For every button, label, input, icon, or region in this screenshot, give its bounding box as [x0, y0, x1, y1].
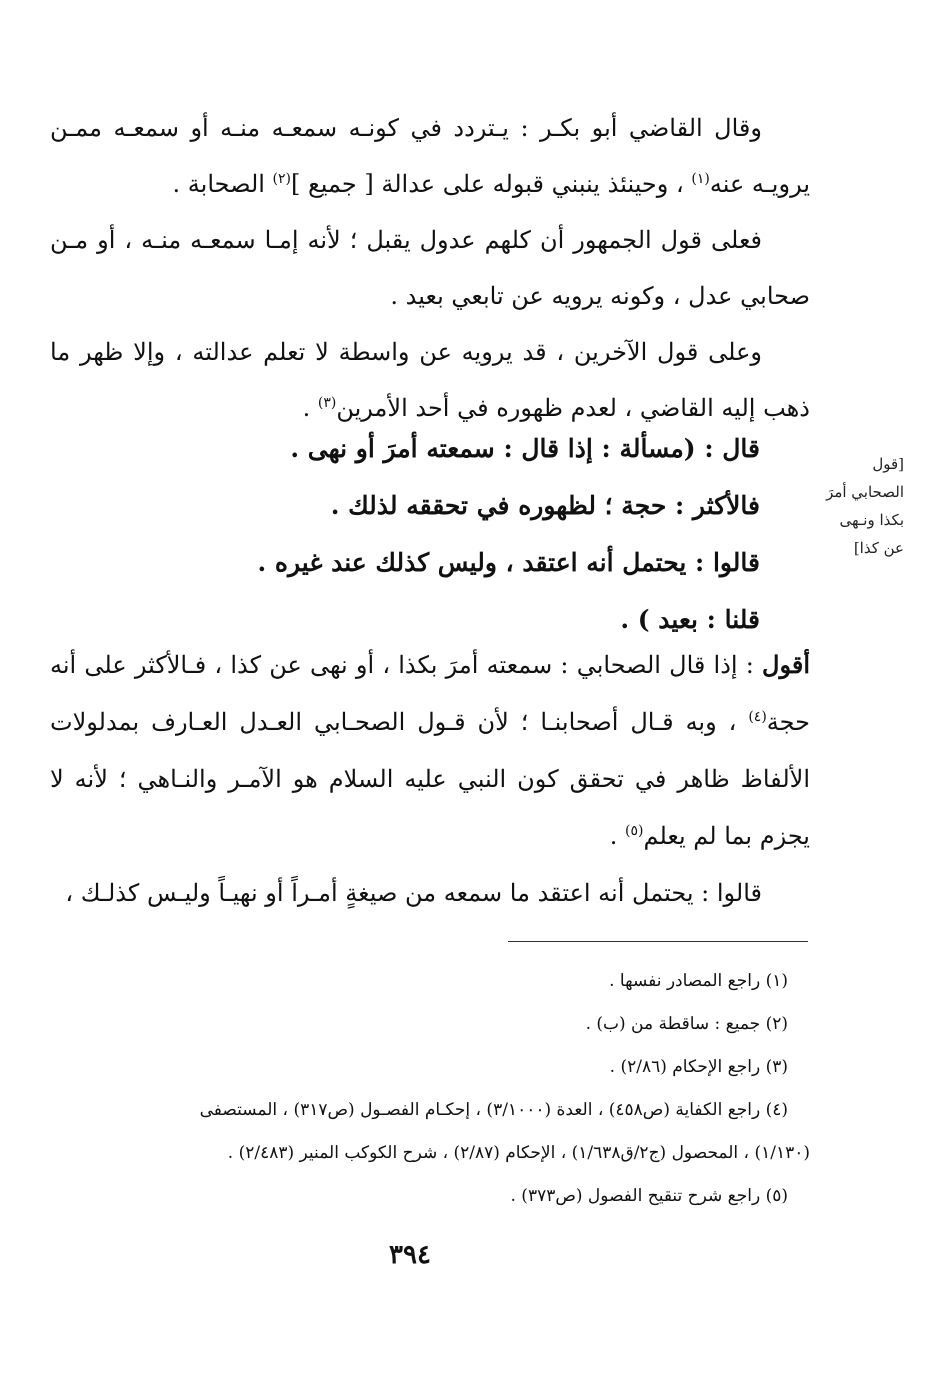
- footnote-ref-1[interactable]: (١): [691, 171, 710, 187]
- footnote-ref-2[interactable]: (٢): [272, 171, 292, 187]
- footnote-4-continued: (١/١٣٠) ، المحصول (ج٢/ق١/٦٣٨) ، الإحكام (٢/٨٧) ، شرح الكوكب المنير (٢/٤٨٣) .: [227, 1143, 810, 1163]
- paragraph-others: وعلى قول الآخرين ، قد يرويه عن واسطة لا تعلم عدالته ، وإلا ظهر ما ذهب إليه القاضي ، لعدم ظهوره في أحد الأمرين$^{(٣)}$ .: [50, 338, 810, 422]
- margin-heading: [812, 450, 904, 562]
- matn-line: قلنا : بعيد ) .: [620, 605, 760, 634]
- matn-line: قالوا : يحتمل أنه اعتقد ، وليس كذلك عند غيره .: [257, 548, 760, 577]
- footnote-ref-3[interactable]: (٣): [317, 395, 337, 411]
- paragraph-qadi: وقال القاضي أبو بكـر : يـتردد في كونـه سمعـه منـه أو سمعـه ممـن يرويـه عنه$^{(١)}$ ، وحينئذ ينبني قبوله على عدالة [ جميع ]$^{(٢)}$ الصحابة .: [50, 114, 810, 198]
- footnote-3: (٣) راجع الإحكام (٢/٨٦) .: [609, 1057, 788, 1077]
- matn-text: [200, 420, 760, 648]
- footnote-divider: [508, 941, 808, 942]
- footnotes: [50, 960, 810, 1218]
- footnote-5: (٥) راجع شرح تنقيح الفصول (ص٣٧٣) .: [510, 1186, 788, 1206]
- margin-line: بكذا ونـهى: [839, 511, 904, 529]
- margin-line: عن كذا]: [853, 539, 904, 557]
- footnote-1: (١) راجع المصادر نفسها .: [609, 971, 788, 991]
- paragraph-jumhur: فعلى قول الجمهور أن كلهم عدول يقبل ؛ لأنه إمـا سمعـه منـه ، أو مـن صحابي عدل ، وكونه يرويه عن تابعي بعيد .: [50, 226, 810, 310]
- footnote-2: (٢) جميع : ساقطة من (ب) .: [585, 1014, 788, 1034]
- lead-word: أقول: [762, 650, 810, 679]
- paragraph-qalu: قالوا : يحتمل أنه اعتقد ما سمعه من صيغةٍ أمـراً أو نهيـاً وليـس كذلـك ،: [65, 879, 762, 907]
- page-number: ٣٩٤: [389, 1240, 431, 1270]
- margin-line: الصحابي أمرَ: [826, 483, 904, 501]
- footnote-4: (٤) راجع الكفاية (ص٤٥٨) ، العدة (٣/١٠٠٠) ، إحكـام الفصـول (ص٣١٧) ، المستصفى: [199, 1100, 788, 1120]
- matn-line: قال : (مسألة : إذا قال : سمعته أمرَ أو نهى .: [290, 434, 760, 463]
- body-text: [50, 100, 810, 436]
- paragraph-aqul: أقول : إذا قال الصحابي : سمعته أمرَ بكذا ، أو نهى عن كذا ، فـالأكثر على أنه حجة$^{(٤)}$ ، وبه قـال أصحابنـا ؛ لأن قـول الصحـابي العـدل العـارف بمدلولات الألفاظ ظاهر في تحقق كون النبي عليه السلام هو الآمـر والنـاهي ؛ لأنه لا يجزم بما لم يعلم$^{(٥)}$ .: [50, 650, 810, 850]
- margin-line: [قول: [872, 455, 904, 473]
- matn-line: فالأكثر : حجة ؛ لظهوره في تحققه لذلك .: [330, 491, 760, 520]
- commentary-text: [50, 636, 810, 922]
- footnote-ref-4[interactable]: (٤): [748, 709, 767, 725]
- footnote-ref-5[interactable]: (٥): [625, 823, 644, 839]
